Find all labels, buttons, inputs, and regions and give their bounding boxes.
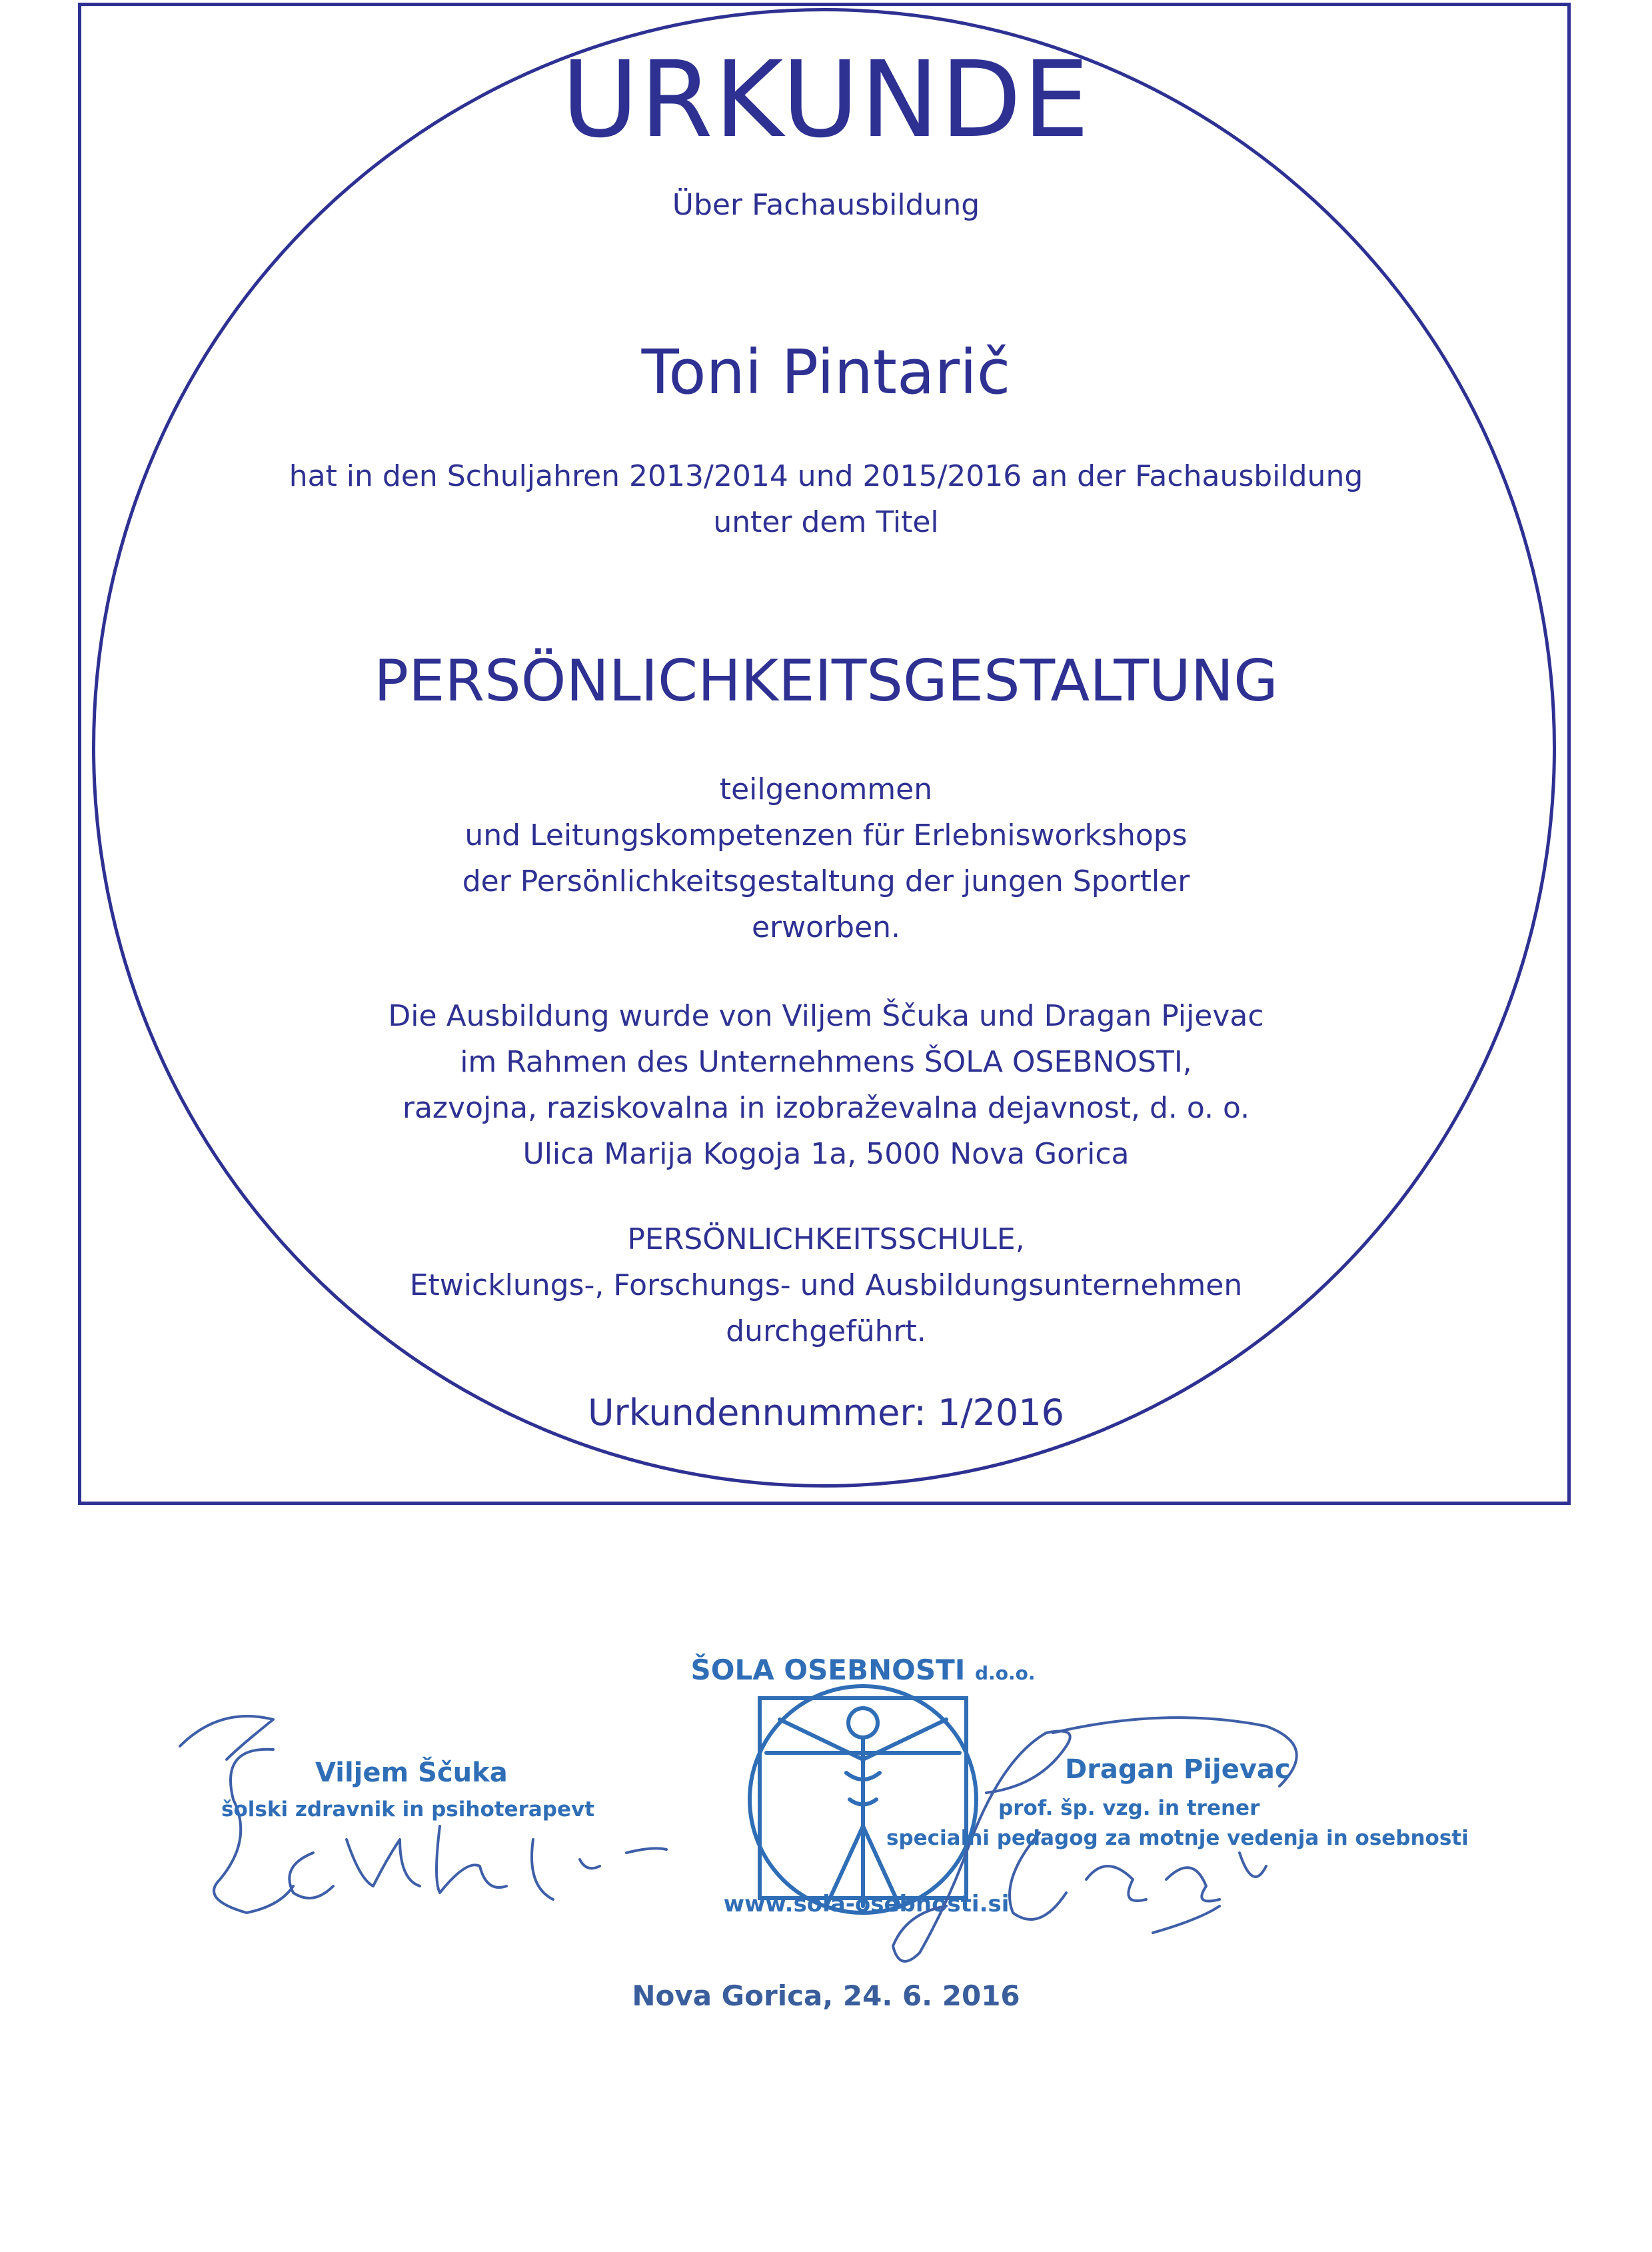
vitruvian-man-icon (766, 1708, 960, 1906)
svg-text:ŠOLA OSEBNOSTI d.o.o. (691, 1653, 1036, 1686)
certificate-title: URKUNDE (561, 39, 1091, 161)
participation-line: erworben. (751, 910, 901, 944)
participation-line: teilgenommen (719, 772, 933, 806)
course-title: PERSÖNLICHKEITSGESTALTUNG (374, 648, 1278, 714)
stamp-website: www.sola-osebnosti.si (723, 1891, 1010, 1917)
participation-line: der Persönlichkeitsgestaltung der jungen Sportler (462, 864, 1190, 898)
certificate-subtitle: Über Fachausbildung (672, 188, 980, 222)
intro-line: unter dem Titel (713, 505, 939, 539)
organizer-line: Die Ausbildung wurde von Viljem Ščuka und Dragan Pijevac (388, 999, 1264, 1033)
company-stamp (691, 1653, 1036, 1917)
right-signatory-role-line1: prof. šp. vzg. in trener (998, 1796, 1260, 1820)
school-line: Etwicklungs-, Forschungs- und Ausbildungsunternehmen (409, 1268, 1243, 1302)
recipient-name: Toni Pintarič (641, 337, 1011, 408)
stamp-company-suffix: d.o.o. (975, 1662, 1036, 1684)
certificate-number: Urkundennummer: 1/2016 (588, 1392, 1064, 1434)
organizer-line: im Rahmen des Unternehmens ŠOLA OSEBNOSTI, (460, 1045, 1192, 1079)
right-signatory-role-line2: specialni pedagog za motnje vedenja in osebnosti (886, 1826, 1469, 1850)
stamp-company-name: ŠOLA OSEBNOSTI (690, 1654, 966, 1686)
place-and-date: Nova Gorica, 24. 6. 2016 (632, 1979, 1020, 2012)
school-line: durchgeführt. (726, 1314, 926, 1348)
left-signatory-name: Viljem Ščuka (315, 1757, 508, 1788)
intro-line: hat in den Schuljahren 2013/2014 und 2015/2016 an der Fachausbildung (289, 459, 1363, 493)
right-signatory-name: Dragan Pijevac (1065, 1754, 1291, 1785)
participation-line: und Leitungskompetenzen für Erlebnisworkshops (464, 818, 1188, 852)
left-signatory-role: šolski zdravnik in psihoterapevt (221, 1797, 595, 1821)
school-line: PERSÖNLICHKEITSSCHULE, (627, 1222, 1025, 1256)
organizer-line: razvojna, raziskovalna in izobraževalna dejavnost, d. o. o. (402, 1091, 1250, 1125)
organizer-line: Ulica Marija Kogoja 1a, 5000 Nova Gorica (522, 1137, 1130, 1171)
